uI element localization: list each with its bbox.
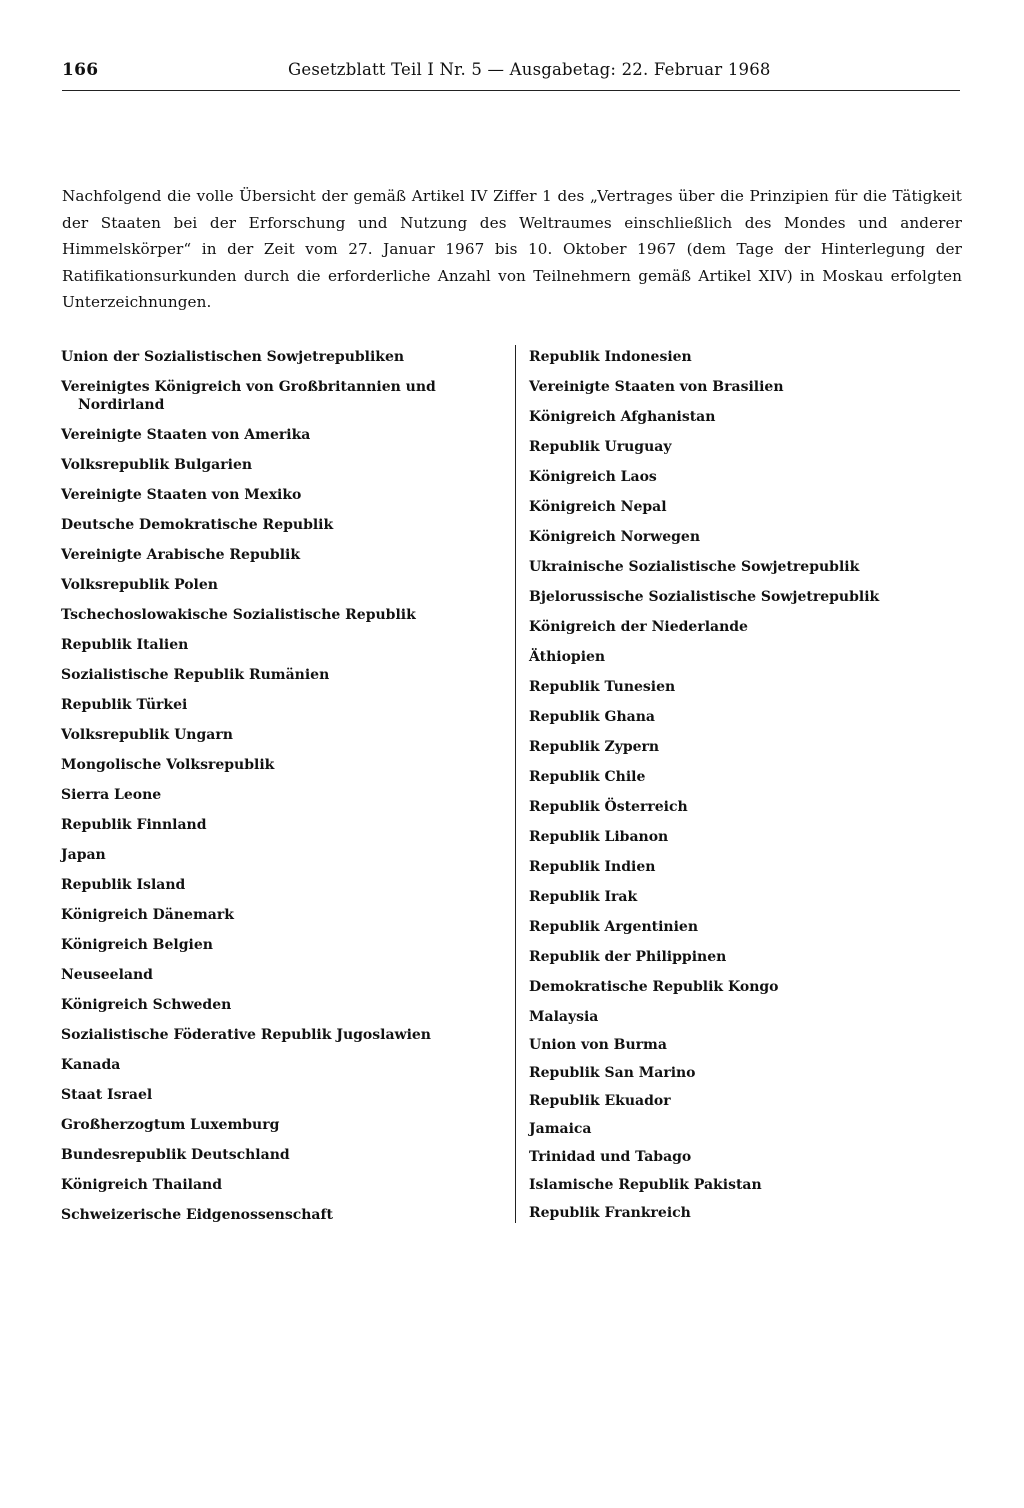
list-item: Republik Tunesien xyxy=(529,679,676,695)
list-item: Republik Finnland xyxy=(61,817,207,833)
list-item: Königreich Thailand xyxy=(61,1177,223,1193)
list-item: Äthiopien xyxy=(529,649,606,665)
list-item: Republik der Philippinen xyxy=(529,949,727,965)
page-header xyxy=(62,60,960,91)
list-item: Königreich der Niederlande xyxy=(529,619,748,635)
list-item: Republik Irak xyxy=(529,889,638,905)
gazette-title: Gesetzblatt Teil I Nr. 5 — Ausgabetag: 22. Februar 1968 xyxy=(288,60,771,79)
list-item: Union der Sozialistischen Sowjetrepubliken xyxy=(61,349,405,365)
list-item: Deutsche Demokratische Republik xyxy=(61,517,334,533)
list-item: Republik Libanon xyxy=(529,829,669,845)
list-item: Sierra Leone xyxy=(61,787,162,803)
list-item: Königreich Belgien xyxy=(61,937,213,953)
list-item: Königreich Nepal xyxy=(529,499,667,515)
list-item: Republik Uruguay xyxy=(529,439,672,455)
list-item: Großherzogtum Luxemburg xyxy=(61,1117,280,1133)
list-item: Japan xyxy=(61,847,106,863)
list-item-line: Vereinigtes Königreich von Großbritannien und xyxy=(61,379,436,395)
list-item: Malaysia xyxy=(529,1009,599,1025)
list-item: Republik Türkei xyxy=(61,697,188,713)
list-item: Königreich Norwegen xyxy=(529,529,701,545)
list-item: Republik Ekuador xyxy=(529,1093,671,1109)
list-item: Republik Zypern xyxy=(529,739,660,755)
list-item: Union von Burma xyxy=(529,1037,667,1053)
list-item: Republik Indien xyxy=(529,859,656,875)
intro-paragraph: Nachfolgend die volle Übersicht der gemäß Artikel IV Ziffer 1 des „Vertrages über die Prinzipien für die Tätigkeit der Staaten bei der Erforschung und Nutzung des Weltraumes einschließlich des Mondes und anderer Himmelskörper“ in der Zeit vom 27. Januar 1967 bis 10. Oktober 1967 (dem Tage der Hinterlegung der Ratifikationsurkunden durch die erforderliche Anzahl von Teilnehmern gemäß Artikel XIV) in Moskau erfolgten Unterzeichnungen. xyxy=(62,187,962,312)
list-item: Ukrainische Sozialistische Sowjetrepublik xyxy=(529,559,860,575)
list-item: Republik Frankreich xyxy=(529,1205,691,1221)
list-item: Königreich Afghanistan xyxy=(529,409,716,425)
list-item: Republik Argentinien xyxy=(529,919,698,935)
list-item: Vereinigte Staaten von Amerika xyxy=(61,427,311,443)
list-item: Jamaica xyxy=(529,1121,592,1137)
list-item: Sozialistische Republik Rumänien xyxy=(61,667,330,683)
list-item: Schweizerische Eidgenossenschaft xyxy=(61,1207,333,1223)
list-item: Königreich Dänemark xyxy=(61,907,234,923)
list-item: Kanada xyxy=(61,1057,121,1073)
list-item: Neuseeland xyxy=(61,967,153,983)
list-item: Republik Indonesien xyxy=(529,349,692,365)
list-item: Tschechoslowakische Sozialistische Republik xyxy=(61,607,416,623)
page-number: 166 xyxy=(62,60,99,80)
list-item: Volksrepublik Bulgarien xyxy=(61,457,253,473)
list-item: Republik Italien xyxy=(61,637,189,653)
list-item: Königreich Schweden xyxy=(61,997,232,1013)
list-item: Republik San Marino xyxy=(529,1065,696,1081)
signatory-list-left xyxy=(61,345,451,1233)
list-item: Vereinigte Arabische Republik xyxy=(61,547,301,563)
list-item xyxy=(61,375,451,423)
list-item: Republik Island xyxy=(61,877,186,893)
list-item: Sozialistische Föderative Republik Jugoslawien xyxy=(61,1027,431,1043)
list-item: Bundesrepublik Deutschland xyxy=(61,1147,290,1163)
list-item: Vereinigte Staaten von Brasilien xyxy=(529,379,784,395)
list-item: Bjelorussische Sozialistische Sowjetrepublik xyxy=(529,589,880,605)
list-item: Demokratische Republik Kongo xyxy=(529,979,779,995)
list-item: Republik Ghana xyxy=(529,709,655,725)
list-item: Staat Israel xyxy=(61,1087,153,1103)
list-item: Republik Chile xyxy=(529,769,646,785)
list-item: Trinidad und Tabago xyxy=(529,1149,692,1165)
signatory-list-right xyxy=(515,345,949,1223)
list-item: Mongolische Volksrepublik xyxy=(61,757,275,773)
list-item: Volksrepublik Ungarn xyxy=(61,727,233,743)
list-item: Islamische Republik Pakistan xyxy=(529,1177,762,1193)
list-item: Königreich Laos xyxy=(529,469,657,485)
list-item: Volksrepublik Polen xyxy=(61,577,218,593)
list-item-continuation: Nordirland xyxy=(78,397,165,413)
list-item: Vereinigte Staaten von Mexiko xyxy=(61,487,302,503)
list-item: Republik Österreich xyxy=(529,799,688,815)
